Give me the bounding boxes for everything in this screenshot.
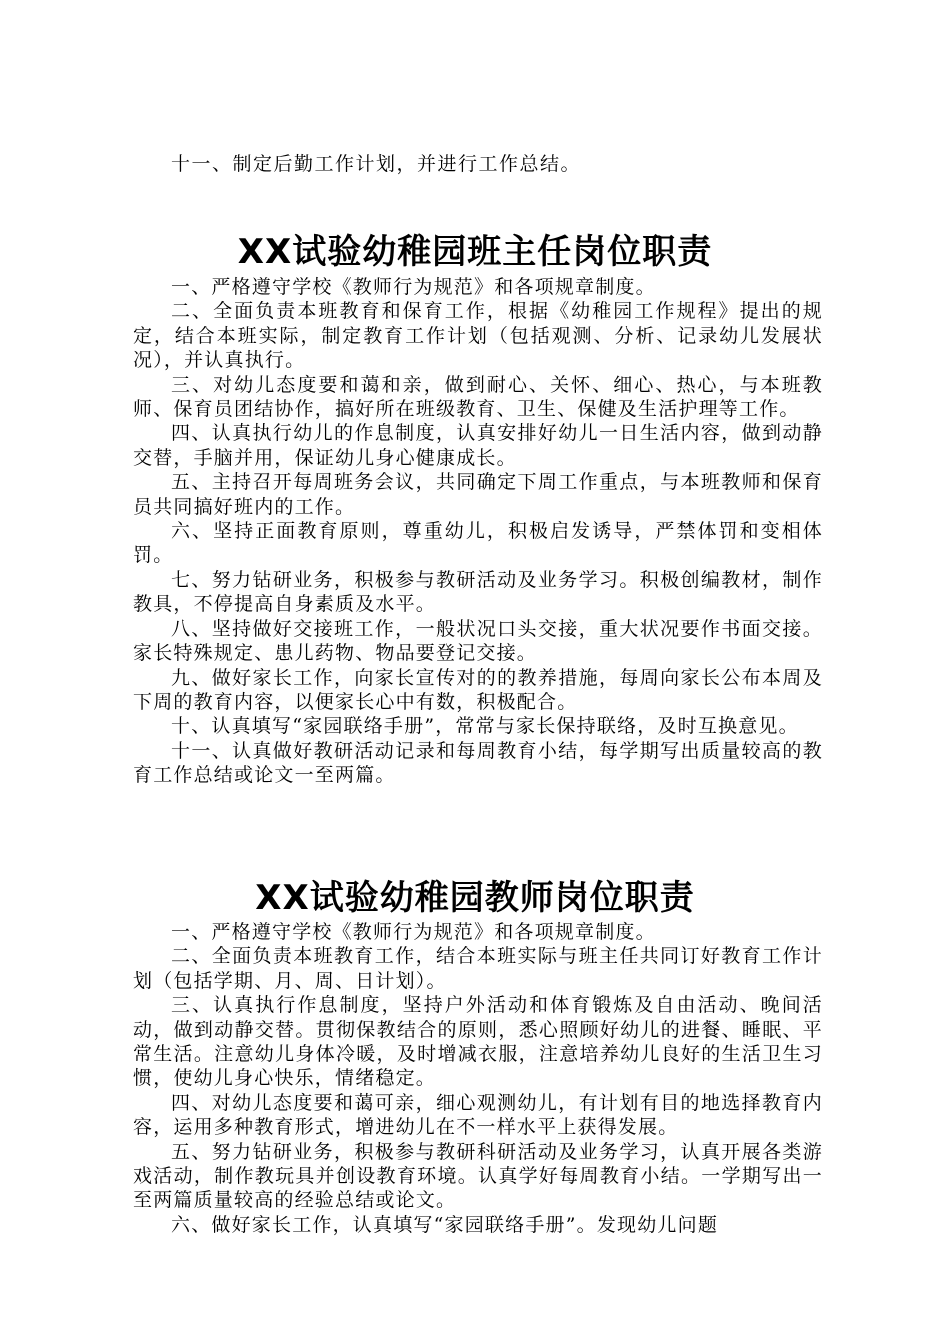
duty-paragraph: 六、做好家长工作，认真填写“家园联络手册”。发现幼儿问题 [171, 1213, 719, 1236]
duty-paragraph: 五、努力钻研业务，积极参与教研科研活动及业务学习，认真开展各类游戏活动，制作教玩具并创设教育环境。认真学好每周教育小结。一学期写出一至两篇质量较高的经验总结或论文。 [133, 1140, 823, 1212]
duty-paragraph: 四、对幼儿态度要和蔼可亲，细心观测幼儿，有计划有目的地选择教育内容，运用多种教育形式，增进幼儿在不一样水平上获得发展。 [133, 1091, 823, 1139]
duty-paragraph: 十一、认真做好教研活动记录和每周教育小结，每学期写出质量较高的教育工作总结或论文一至两篇。 [133, 739, 823, 787]
duty-paragraph: 二、全面负责本班教育和保育工作，根据《幼稚园工作规程》提出的规定，结合本班实际，制定教育工作计划（包括观测、分析、记录幼儿发展状况），并认真执行。 [133, 300, 823, 372]
section-title-teacher: XX试验幼稚园教师岗位职责 [255, 878, 695, 918]
duty-paragraph: 十、认真填写“家园联络手册”，常常与家长保持联络，及时互换意见。 [171, 715, 799, 738]
section-head-teacher-duties [133, 275, 823, 788]
section-teacher-duties [133, 920, 823, 1237]
duty-paragraph: 一、严格遵守学校《教师行为规范》和各项规章制度。 [171, 276, 656, 298]
duty-paragraph: 三、认真执行作息制度，坚持户外活动和体育锻炼及自由活动、晚间活动，做到动静交替。贯彻保教结合的原则，悉心照顾好幼儿的进餐、睡眠、平常生活。注意幼儿身体冷暖，及时增减衣服，注意培养幼儿良好的生活卫生习惯，使幼儿身心快乐，情绪稳定。 [133, 994, 823, 1090]
lead-paragraph: 十一、制定后勤工作计划，并进行工作总结。 [171, 153, 582, 175]
duty-paragraph: 六、坚持正面教育原则，尊重幼儿，积极启发诱导，严禁体罚和变相体罚。 [133, 520, 823, 567]
duty-paragraph: 二、全面负责本班教育工作，结合本班实际与班主任共同订好教育工作计划（包括学期、月、周、日计划）。 [133, 945, 823, 992]
duty-paragraph: 五、主持召开每周班务会议，共同确定下周工作重点，与本班教师和保育员共同搞好班内的工作。 [133, 471, 823, 518]
duty-paragraph: 八、坚持做好交接班工作，一般状况口头交接，重大状况要作书面交接。家长特殊规定、患儿药物、物品要登记交接。 [133, 617, 823, 665]
duty-paragraph: 九、做好家长工作，向家长宣传对的的教养措施，每周向家长公布本周及下周的教育内容，以便家长心中有数，积极配合。 [133, 666, 823, 713]
duty-paragraph: 四、认真执行幼儿的作息制度，认真安排好幼儿一日生活内容，做到动静交替，手脑并用，保证幼儿身心健康成长。 [133, 422, 823, 469]
section-title-head-teacher: XX试验幼稚园班主任岗位职责 [237, 232, 713, 272]
duty-paragraph: 一、严格遵守学校《教师行为规范》和各项规章制度。 [171, 921, 656, 943]
duty-paragraph: 七、努力钻研业务，积极参与教研活动及业务学习。积极创编教材，制作教具，不停提高自身素质及水平。 [133, 568, 823, 616]
duty-paragraph: 三、对幼儿态度要和蔼和亲，做到耐心、关怀、细心、热心，与本班教师、保育员团结协作，搞好所在班级教育、卫生、保健及生活护理等工作。 [133, 373, 823, 421]
